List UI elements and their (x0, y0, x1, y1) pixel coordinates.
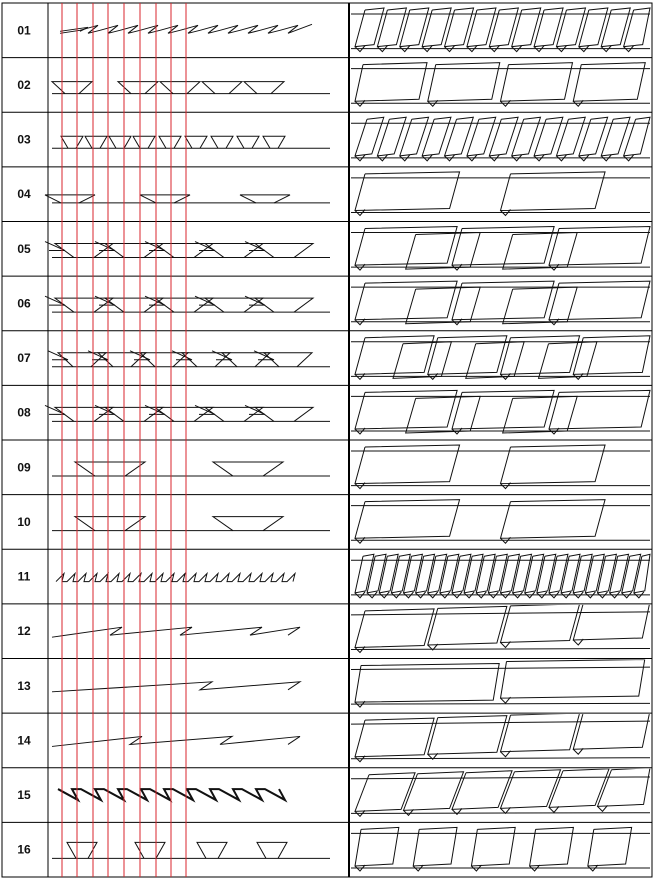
left-zigzag (212, 351, 232, 360)
left-trapezoid (211, 136, 233, 148)
left-trapezoid (45, 195, 95, 203)
row-label: 10 (17, 514, 31, 529)
left-pattern (52, 517, 330, 531)
pattern-row (17, 711, 650, 762)
pattern-row (17, 8, 650, 52)
right-rail (351, 703, 650, 704)
right-panel (501, 660, 645, 699)
right-rail (351, 649, 650, 650)
left-pattern (45, 405, 330, 421)
right-strip (351, 117, 650, 161)
right-panel (598, 768, 651, 807)
right-rail (351, 612, 650, 615)
pattern-row (17, 827, 650, 871)
left-zigzag (48, 351, 68, 360)
right-strip (351, 445, 650, 489)
pattern-row (17, 63, 650, 107)
row-label: 03 (17, 132, 31, 147)
pattern-row (17, 172, 650, 216)
left-pattern (48, 351, 330, 367)
row-label: 12 (17, 624, 31, 639)
right-strip (351, 500, 650, 544)
right-panel (452, 771, 512, 810)
left-trapezoid (240, 195, 290, 203)
right-rail (351, 667, 650, 669)
pattern-row (17, 390, 650, 434)
left-trapezoid (185, 136, 207, 148)
left-trapezoid (213, 517, 283, 531)
pattern-row (17, 445, 650, 489)
left-pattern (52, 736, 300, 746)
right-strip (351, 601, 650, 652)
right-panel (573, 711, 650, 750)
left-trapezoid (237, 136, 259, 148)
row-label: 05 (17, 241, 31, 256)
left-pattern (52, 136, 330, 148)
pattern-row (17, 117, 650, 161)
pattern-row (17, 601, 650, 652)
right-panel (501, 713, 580, 752)
left-zigzag (52, 682, 300, 692)
row-label: 09 (17, 460, 31, 475)
right-panel (501, 770, 561, 809)
right-strip (351, 281, 650, 325)
left-trapezoid (257, 842, 287, 858)
right-panel (549, 769, 609, 808)
right-panel (428, 716, 507, 755)
row-label: 14 (17, 733, 31, 748)
pattern-row (17, 500, 650, 544)
left-pattern (52, 462, 330, 476)
right-strip (351, 63, 650, 107)
row-label: 08 (17, 405, 31, 420)
left-trapezoid (140, 195, 190, 203)
left-trapezoid (109, 136, 131, 148)
left-trapezoid (202, 82, 242, 94)
left-zigzag (88, 351, 108, 360)
pattern-row (17, 281, 650, 325)
right-strip (351, 336, 650, 380)
left-trapezoid (160, 82, 200, 94)
right-rail (351, 721, 650, 724)
left-trapezoid (61, 136, 83, 148)
right-panel (428, 606, 507, 645)
pattern-row (17, 768, 650, 817)
row-label: 13 (17, 678, 31, 693)
right-strip (351, 660, 650, 708)
right-rail (351, 758, 650, 759)
left-trapezoid (159, 136, 181, 148)
left-zigzag (52, 736, 300, 746)
row-label: 15 (17, 788, 31, 803)
left-pattern (45, 195, 330, 203)
left-pattern (52, 82, 330, 94)
left-pattern (45, 296, 330, 312)
pattern-row (17, 227, 650, 271)
left-pattern (52, 682, 300, 692)
left-trapezoid (75, 517, 145, 531)
right-strip (351, 554, 650, 598)
left-trapezoid (85, 136, 107, 148)
right-panel (404, 772, 464, 811)
right-strip (351, 768, 650, 817)
row-label: 11 (17, 569, 31, 584)
row-label: 16 (17, 842, 31, 857)
left-zigzag (56, 574, 295, 582)
right-strip (351, 827, 650, 871)
left-trapezoid (52, 82, 92, 94)
right-strip (351, 390, 650, 434)
left-trapezoid (133, 136, 155, 148)
left-trapezoid (197, 842, 227, 858)
left-trapezoid (75, 462, 145, 476)
pattern-row (17, 660, 650, 708)
left-pattern (45, 242, 330, 258)
right-panel (501, 604, 580, 643)
row-label: 06 (17, 296, 31, 311)
pattern-row (18, 554, 650, 598)
right-panel (573, 601, 650, 640)
left-pattern (56, 574, 295, 582)
row-label: 04 (17, 187, 31, 202)
left-pattern (52, 842, 330, 858)
right-strip (351, 8, 650, 52)
row-label: 01 (17, 23, 31, 38)
right-rail (351, 813, 650, 814)
left-trapezoid (213, 462, 283, 476)
left-pattern (52, 627, 300, 637)
right-strip (351, 711, 650, 762)
row-label: 07 (17, 351, 31, 366)
left-trapezoid (263, 136, 285, 148)
left-trapezoid (244, 82, 284, 94)
row-label: 02 (17, 77, 31, 92)
right-strip (351, 227, 650, 271)
left-zigzag (52, 627, 300, 637)
right-strip (351, 172, 650, 216)
pattern-row (17, 336, 650, 380)
